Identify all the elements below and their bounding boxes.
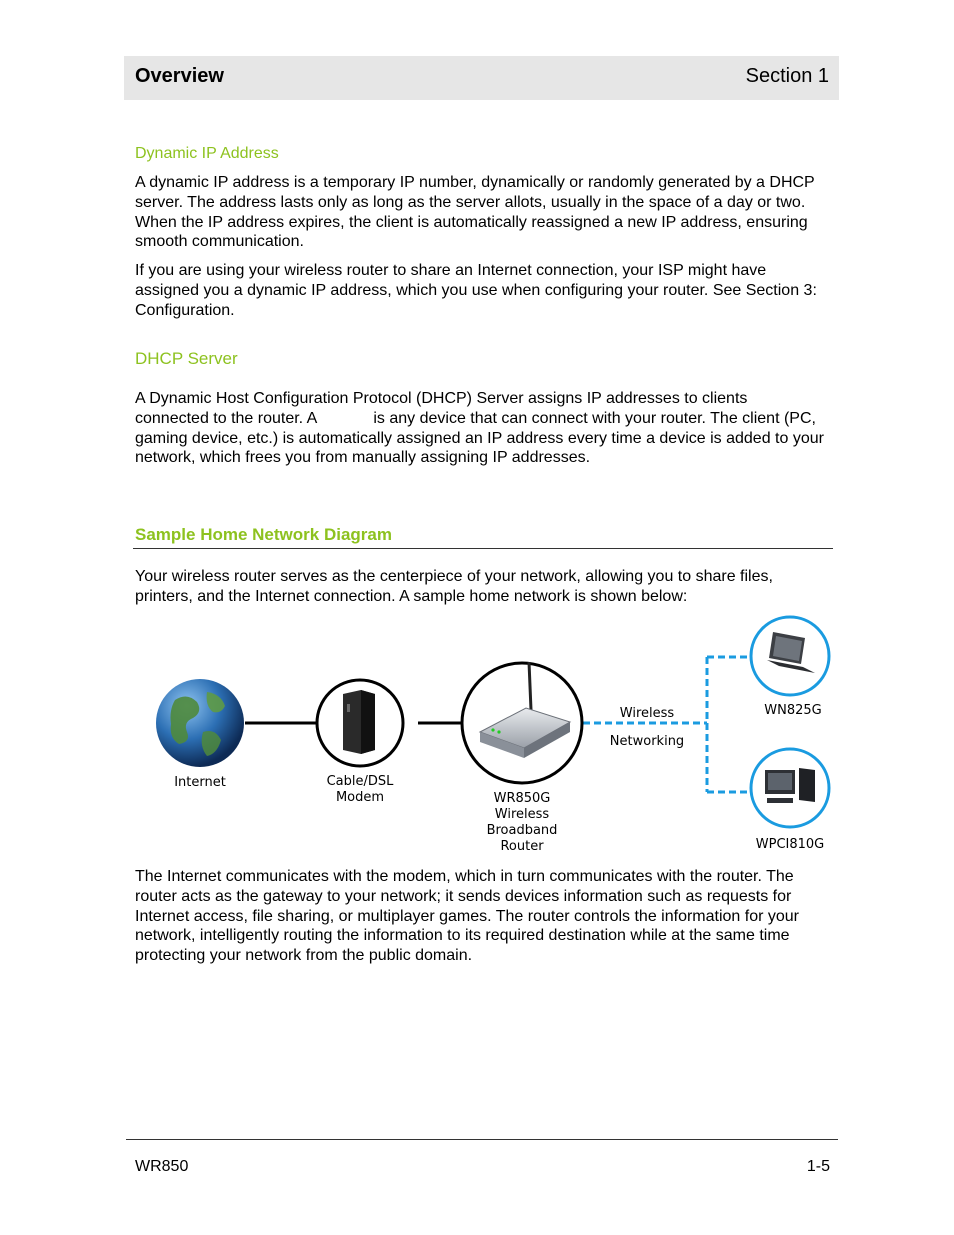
internet-label: Internet [174, 775, 226, 790]
router-label-line1: WR850G [493, 791, 551, 806]
globe-icon [156, 679, 244, 767]
footer-product: WR850 [135, 1158, 189, 1175]
router-label-line3: Broadband [486, 823, 558, 838]
dynamic-ip-paragraph-1: A dynamic IP address is a temporary IP number, dynamically or randomly generated by a DHCP server. The address lasts only as long as the server allots, usually in the space of a day or two. When the IP address expires, the client is automatically reassigned a new IP address, ensuring smooth communication. [135, 174, 815, 251]
wireless-label-line2: Networking [609, 734, 685, 749]
footer-rule [126, 1139, 838, 1140]
footer-page-number: 1-5 [806, 1158, 830, 1175]
dhcp-text-part-2: is any device that can connect with your router. The client (PC, gaming device, etc.) is automatically assigned an IP address every time a device is added to your network, which frees you from manually assigning IP addresses. [135, 409, 824, 467]
desktop-label: WPCI810G [755, 837, 825, 852]
laptop-label: WN825G [764, 703, 822, 718]
router-label-line2: Wireless [494, 807, 550, 822]
header-section: Section 1 [745, 65, 829, 87]
sample-heading: Sample Home Network Diagram [135, 525, 392, 544]
dynamic-ip-heading: Dynamic IP Address [135, 145, 279, 162]
network-diagram [155, 612, 835, 857]
header-title: Overview [135, 65, 224, 87]
router-label-line4: Router [500, 839, 544, 854]
modem-icon [343, 690, 375, 754]
dhcp-text-part-1: A Dynamic Host Configuration Protocol (DHCP) Server assigns IP addresses to clients connected to the router. A [135, 390, 748, 427]
dhcp-paragraph [135, 389, 825, 468]
modem-label-line1: Cable/DSL [326, 774, 394, 789]
dynamic-ip-paragraph-2: If you are using your wireless router to share an Internet connection, your ISP might have assigned you a dynamic IP address, which you use when configuring your router. See Section 3: Configuration. [135, 262, 817, 319]
modem-label-line2: Modem [335, 790, 385, 805]
sample-outro: The Internet communicates with the modem, which in turn communicates with the router. The router acts as the gateway to your network; it sends devices information such as requests for Internet access, file sharing, or multiplayer games. The router controls the information for your network, intelligently routing the information to its required destination while at the same time protecting your network from the public domain. [135, 868, 800, 965]
page-header [124, 56, 839, 100]
wireless-label-line1: Wireless [619, 706, 675, 721]
section-divider [133, 548, 833, 549]
sample-intro: Your wireless router serves as the centerpiece of your network, allowing you to share files, printers, and the Internet connection. A sample home network is shown below: [135, 568, 773, 605]
wireless-links [583, 657, 749, 792]
dhcp-heading: DHCP Server [135, 349, 238, 368]
